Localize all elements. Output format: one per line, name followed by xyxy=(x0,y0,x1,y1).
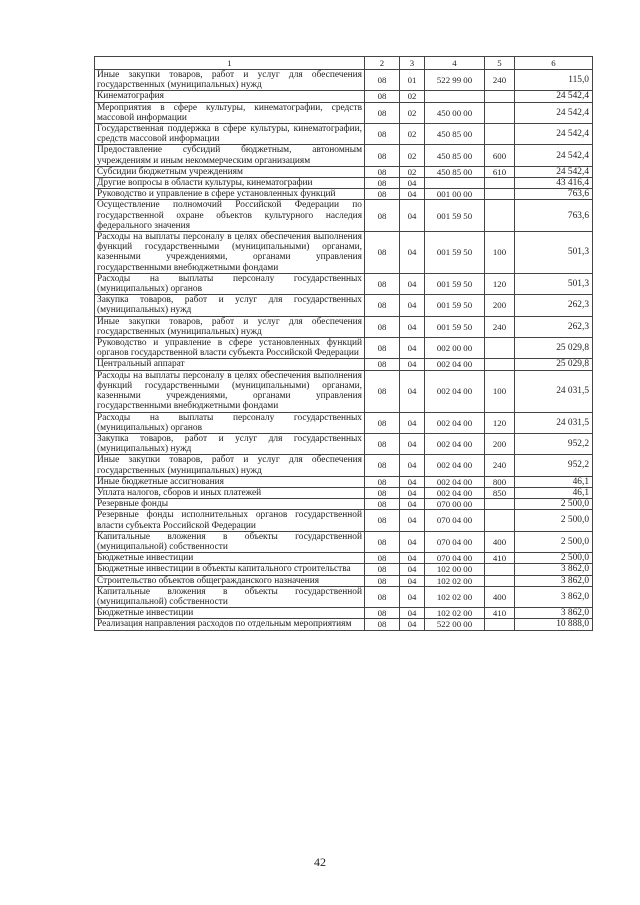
row-target-article-cell: 002 04 00 xyxy=(425,455,485,476)
table-row xyxy=(95,102,593,123)
row-name-cell: Иные бюджетные ассигнования xyxy=(95,476,365,487)
row-amount-cell: 262,3 xyxy=(515,316,593,337)
row-expense-type-cell: 610 xyxy=(485,166,515,177)
row-amount-cell: 24 031,5 xyxy=(515,412,593,433)
row-amount-cell: 24 542,4 xyxy=(515,145,593,166)
row-target-article-cell: 450 85 00 xyxy=(425,124,485,145)
column-number-1: 1 xyxy=(95,57,365,70)
row-expense-type-cell xyxy=(485,359,515,370)
row-amount-cell: 952,2 xyxy=(515,455,593,476)
row-amount-cell: 25 029,8 xyxy=(515,338,593,359)
row-amount-cell: 763,6 xyxy=(515,189,593,200)
row-subsection-cell: 04 xyxy=(400,316,425,337)
row-subsection-cell: 04 xyxy=(400,200,425,232)
budget-table-body xyxy=(95,57,593,631)
row-name-cell: Иные закупки товаров, работ и услуг для обеспечения государственных (муниципальных) нужд xyxy=(95,70,365,91)
table-row xyxy=(95,232,593,274)
row-target-article-cell: 070 04 00 xyxy=(425,553,485,564)
row-subsection-cell: 04 xyxy=(400,178,425,189)
row-name-cell: Расходы на выплаты персоналу государственных (муниципальных) органов xyxy=(95,412,365,433)
row-name-cell: Расходы на выплаты персоналу в целях обеспечения выполнения функций государственными (муниципальными) органами, казенными учреждениями, органами управления государственными внебюджетными фондами xyxy=(95,232,365,274)
row-amount-cell: 3 862,0 xyxy=(515,575,593,586)
row-section-cell: 08 xyxy=(365,91,400,102)
table-row xyxy=(95,510,593,531)
table-row xyxy=(95,91,593,102)
row-expense-type-cell: 400 xyxy=(485,531,515,552)
row-expense-type-cell xyxy=(485,124,515,145)
row-expense-type-cell xyxy=(485,189,515,200)
table-row xyxy=(95,178,593,189)
row-subsection-cell: 04 xyxy=(400,455,425,476)
row-target-article-cell: 070 00 00 xyxy=(425,499,485,510)
row-subsection-cell: 04 xyxy=(400,232,425,274)
row-section-cell: 08 xyxy=(365,476,400,487)
row-amount-cell: 2 500,0 xyxy=(515,531,593,552)
row-section-cell: 08 xyxy=(365,338,400,359)
row-name-cell: Другие вопросы в области культуры, кинематографии xyxy=(95,178,365,189)
row-amount-cell: 24 542,4 xyxy=(515,102,593,123)
row-section-cell: 08 xyxy=(365,370,400,412)
row-target-article-cell: 002 04 00 xyxy=(425,433,485,454)
row-section-cell: 08 xyxy=(365,531,400,552)
row-target-article-cell: 522 00 00 xyxy=(425,619,485,630)
row-expense-type-cell: 240 xyxy=(485,455,515,476)
table-row xyxy=(95,412,593,433)
table-row xyxy=(95,531,593,552)
row-target-article-cell: 001 59 50 xyxy=(425,200,485,232)
row-amount-cell: 952,2 xyxy=(515,433,593,454)
row-amount-cell: 501,3 xyxy=(515,232,593,274)
row-expense-type-cell: 850 xyxy=(485,487,515,498)
table-row xyxy=(95,499,593,510)
row-expense-type-cell: 410 xyxy=(485,608,515,619)
row-amount-cell: 24 031,5 xyxy=(515,370,593,412)
row-expense-type-cell xyxy=(485,619,515,630)
table-row xyxy=(95,200,593,232)
row-target-article-cell xyxy=(425,178,485,189)
row-amount-cell: 43 416,4 xyxy=(515,178,593,189)
row-subsection-cell: 04 xyxy=(400,608,425,619)
row-target-article-cell: 450 00 00 xyxy=(425,102,485,123)
table-row xyxy=(95,70,593,91)
row-section-cell: 08 xyxy=(365,232,400,274)
table-row xyxy=(95,586,593,607)
row-section-cell: 08 xyxy=(365,553,400,564)
row-section-cell: 08 xyxy=(365,433,400,454)
table-row xyxy=(95,564,593,575)
row-amount-cell: 2 500,0 xyxy=(515,499,593,510)
row-subsection-cell: 04 xyxy=(400,586,425,607)
row-name-cell: Закупка товаров, работ и услуг для государственных (муниципальных) нужд xyxy=(95,433,365,454)
row-amount-cell: 24 542,4 xyxy=(515,124,593,145)
row-section-cell: 08 xyxy=(365,586,400,607)
row-section-cell: 08 xyxy=(365,487,400,498)
table-row xyxy=(95,476,593,487)
row-name-cell: Капитальные вложения в объекты государственной (муниципальной) собственности xyxy=(95,586,365,607)
row-subsection-cell: 04 xyxy=(400,531,425,552)
row-subsection-cell: 02 xyxy=(400,124,425,145)
table-row xyxy=(95,338,593,359)
row-name-cell: Бюджетные инвестиции xyxy=(95,608,365,619)
row-subsection-cell: 04 xyxy=(400,359,425,370)
row-target-article-cell: 002 04 00 xyxy=(425,412,485,433)
row-target-article-cell: 002 04 00 xyxy=(425,359,485,370)
row-subsection-cell: 04 xyxy=(400,370,425,412)
table-row xyxy=(95,145,593,166)
row-subsection-cell: 01 xyxy=(400,70,425,91)
row-target-article-cell: 001 59 50 xyxy=(425,295,485,316)
row-expense-type-cell: 120 xyxy=(485,412,515,433)
row-expense-type-cell: 200 xyxy=(485,295,515,316)
row-subsection-cell: 04 xyxy=(400,412,425,433)
row-subsection-cell: 04 xyxy=(400,564,425,575)
row-target-article-cell: 002 00 00 xyxy=(425,338,485,359)
row-amount-cell: 3 862,0 xyxy=(515,564,593,575)
row-amount-cell: 2 500,0 xyxy=(515,553,593,564)
row-section-cell: 08 xyxy=(365,145,400,166)
row-section-cell: 08 xyxy=(365,295,400,316)
row-name-cell: Центральный аппарат xyxy=(95,359,365,370)
row-expense-type-cell: 100 xyxy=(485,232,515,274)
row-target-article-cell: 002 04 00 xyxy=(425,487,485,498)
row-subsection-cell: 04 xyxy=(400,510,425,531)
row-expense-type-cell xyxy=(485,178,515,189)
row-section-cell: 08 xyxy=(365,619,400,630)
column-number-5: 5 xyxy=(485,57,515,70)
row-target-article-cell: 102 02 00 xyxy=(425,608,485,619)
row-expense-type-cell xyxy=(485,102,515,123)
row-name-cell: Иные закупки товаров, работ и услуг для обеспечения государственных (муниципальных) нужд xyxy=(95,316,365,337)
row-name-cell: Субсидии бюджетным учреждениям xyxy=(95,166,365,177)
table-row xyxy=(95,575,593,586)
row-subsection-cell: 04 xyxy=(400,273,425,294)
row-section-cell: 08 xyxy=(365,273,400,294)
row-expense-type-cell xyxy=(485,564,515,575)
table-row xyxy=(95,316,593,337)
page-number: 42 xyxy=(314,855,326,869)
row-subsection-cell: 02 xyxy=(400,166,425,177)
row-expense-type-cell: 200 xyxy=(485,433,515,454)
row-subsection-cell: 04 xyxy=(400,295,425,316)
row-amount-cell: 46,1 xyxy=(515,476,593,487)
row-expense-type-cell: 100 xyxy=(485,370,515,412)
row-subsection-cell: 02 xyxy=(400,91,425,102)
row-section-cell: 08 xyxy=(365,575,400,586)
table-row xyxy=(95,619,593,630)
row-target-article-cell: 001 00 00 xyxy=(425,189,485,200)
row-subsection-cell: 04 xyxy=(400,619,425,630)
row-section-cell: 08 xyxy=(365,200,400,232)
row-subsection-cell: 04 xyxy=(400,487,425,498)
row-expense-type-cell xyxy=(485,510,515,531)
row-subsection-cell: 02 xyxy=(400,102,425,123)
row-amount-cell: 2 500,0 xyxy=(515,510,593,531)
row-target-article-cell xyxy=(425,91,485,102)
table-row xyxy=(95,189,593,200)
row-section-cell: 08 xyxy=(365,124,400,145)
table-row xyxy=(95,166,593,177)
table-row xyxy=(95,608,593,619)
row-expense-type-cell: 240 xyxy=(485,70,515,91)
row-name-cell: Расходы на выплаты персоналу государственных (муниципальных) органов xyxy=(95,273,365,294)
row-target-article-cell: 102 02 00 xyxy=(425,586,485,607)
table-row xyxy=(95,124,593,145)
row-name-cell: Расходы на выплаты персоналу в целях обеспечения выполнения функций государственными (муниципальными) органами, казенными учреждениями, органами управления государственными внебюджетными фондами xyxy=(95,370,365,412)
row-target-article-cell: 001 59 50 xyxy=(425,316,485,337)
row-name-cell: Бюджетные инвестиции xyxy=(95,553,365,564)
row-subsection-cell: 04 xyxy=(400,433,425,454)
row-amount-cell: 24 542,4 xyxy=(515,91,593,102)
row-subsection-cell: 02 xyxy=(400,145,425,166)
row-amount-cell: 3 862,0 xyxy=(515,586,593,607)
row-amount-cell: 3 862,0 xyxy=(515,608,593,619)
row-section-cell: 08 xyxy=(365,510,400,531)
row-amount-cell: 10 888,0 xyxy=(515,619,593,630)
row-section-cell: 08 xyxy=(365,608,400,619)
row-target-article-cell: 001 59 50 xyxy=(425,273,485,294)
table-row xyxy=(95,487,593,498)
row-expense-type-cell xyxy=(485,91,515,102)
row-expense-type-cell: 410 xyxy=(485,553,515,564)
row-section-cell: 08 xyxy=(365,499,400,510)
row-name-cell: Резервные фонды xyxy=(95,499,365,510)
row-subsection-cell: 04 xyxy=(400,553,425,564)
row-target-article-cell: 102 00 00 xyxy=(425,564,485,575)
row-section-cell: 08 xyxy=(365,102,400,123)
row-name-cell: Закупка товаров, работ и услуг для государственных (муниципальных) нужд xyxy=(95,295,365,316)
row-amount-cell: 46,1 xyxy=(515,487,593,498)
row-section-cell: 08 xyxy=(365,178,400,189)
row-amount-cell: 24 542,4 xyxy=(515,166,593,177)
row-target-article-cell: 450 85 00 xyxy=(425,145,485,166)
table-row xyxy=(95,370,593,412)
row-name-cell: Кинематография xyxy=(95,91,365,102)
row-amount-cell: 763,6 xyxy=(515,200,593,232)
table-header-row xyxy=(95,57,593,70)
row-target-article-cell: 002 04 00 xyxy=(425,476,485,487)
row-target-article-cell: 522 99 00 xyxy=(425,70,485,91)
row-subsection-cell: 04 xyxy=(400,338,425,359)
column-number-3: 3 xyxy=(400,57,425,70)
row-expense-type-cell: 800 xyxy=(485,476,515,487)
row-name-cell: Руководство и управление в сфере установленных функций xyxy=(95,189,365,200)
row-name-cell: Мероприятия в сфере культуры, кинематографии, средств массовой информации xyxy=(95,102,365,123)
row-section-cell: 08 xyxy=(365,564,400,575)
row-section-cell: 08 xyxy=(365,412,400,433)
row-subsection-cell: 04 xyxy=(400,189,425,200)
row-expense-type-cell xyxy=(485,499,515,510)
row-name-cell: Резервные фонды исполнительных органов государственной власти субъекта Российской Федерации xyxy=(95,510,365,531)
row-expense-type-cell: 400 xyxy=(485,586,515,607)
table-row xyxy=(95,359,593,370)
table-row xyxy=(95,433,593,454)
row-target-article-cell: 002 04 00 xyxy=(425,370,485,412)
row-expense-type-cell: 600 xyxy=(485,145,515,166)
row-expense-type-cell: 120 xyxy=(485,273,515,294)
row-amount-cell: 115,0 xyxy=(515,70,593,91)
row-name-cell: Руководство и управление в сфере установленных функций органов государственной власти субъекта Российской Федерации xyxy=(95,338,365,359)
row-target-article-cell: 450 85 00 xyxy=(425,166,485,177)
row-target-article-cell: 001 59 50 xyxy=(425,232,485,274)
row-name-cell: Уплата налогов, сборов и иных платежей xyxy=(95,487,365,498)
table-row xyxy=(95,455,593,476)
row-expense-type-cell: 240 xyxy=(485,316,515,337)
row-expense-type-cell xyxy=(485,575,515,586)
row-section-cell: 08 xyxy=(365,316,400,337)
column-number-4: 4 xyxy=(425,57,485,70)
column-number-6: 6 xyxy=(515,57,593,70)
row-section-cell: 08 xyxy=(365,166,400,177)
table-row xyxy=(95,273,593,294)
row-target-article-cell: 102 02 00 xyxy=(425,575,485,586)
row-section-cell: 08 xyxy=(365,455,400,476)
row-name-cell: Бюджетные инвестиции в объекты капитального строительства xyxy=(95,564,365,575)
row-amount-cell: 501,3 xyxy=(515,273,593,294)
row-amount-cell: 262,3 xyxy=(515,295,593,316)
row-name-cell: Капитальные вложения в объекты государственной (муниципальной) собственности xyxy=(95,531,365,552)
budget-table xyxy=(94,56,593,631)
row-section-cell: 08 xyxy=(365,359,400,370)
row-name-cell: Государственная поддержка в сфере культуры, кинематографии, средств массовой информации xyxy=(95,124,365,145)
row-name-cell: Предоставление субсидий бюджетным, автономным учреждениям и иным некоммерческим организациям xyxy=(95,145,365,166)
row-name-cell: Осуществление полномочий Российской Федерации по государственной охране объектов культурного наследия федерального значения xyxy=(95,200,365,232)
row-target-article-cell: 070 04 00 xyxy=(425,531,485,552)
row-subsection-cell: 04 xyxy=(400,476,425,487)
row-subsection-cell: 04 xyxy=(400,499,425,510)
table-row xyxy=(95,553,593,564)
row-name-cell: Реализация направления расходов по отдельным мероприятиям xyxy=(95,619,365,630)
row-expense-type-cell xyxy=(485,200,515,232)
row-name-cell: Иные закупки товаров, работ и услуг для обеспечения государственных (муниципальных) нужд xyxy=(95,455,365,476)
row-expense-type-cell xyxy=(485,338,515,359)
table-row xyxy=(95,295,593,316)
row-target-article-cell: 070 04 00 xyxy=(425,510,485,531)
row-name-cell: Строительство объектов общегражданского назначения xyxy=(95,575,365,586)
row-section-cell: 08 xyxy=(365,70,400,91)
row-subsection-cell: 04 xyxy=(400,575,425,586)
row-section-cell: 08 xyxy=(365,189,400,200)
row-amount-cell: 25 029,8 xyxy=(515,359,593,370)
column-number-2: 2 xyxy=(365,57,400,70)
